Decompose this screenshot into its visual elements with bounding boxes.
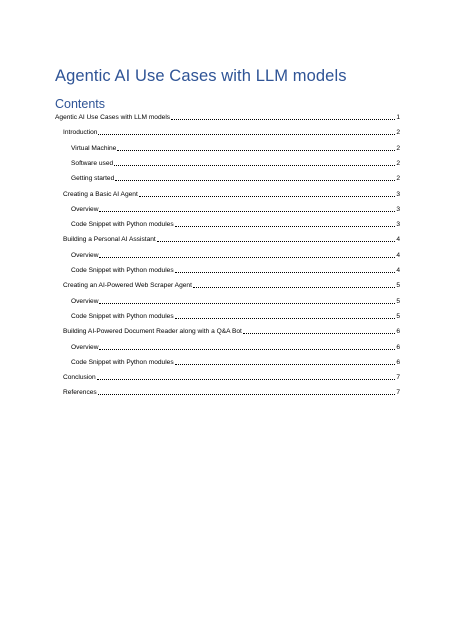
toc-entry-label: Overview <box>71 343 99 351</box>
toc-dot-leader <box>175 311 396 319</box>
toc-entry-label: Agentic AI Use Cases with LLM models <box>55 114 171 121</box>
toc-entry-page-number: 4 <box>396 267 400 274</box>
toc-entry-label: Overview <box>71 205 99 213</box>
toc-entry[interactable] <box>63 387 400 399</box>
toc-dot-leader <box>175 219 396 227</box>
toc-entry-label: Creating an AI-Powered Web Scraper Agent <box>63 282 192 290</box>
toc-entry[interactable] <box>71 342 400 354</box>
toc-entry-page-number: 6 <box>396 358 400 366</box>
toc-entry[interactable] <box>71 296 400 308</box>
toc-dot-leader <box>175 357 396 365</box>
toc-entry-page-number: 2 <box>396 175 400 183</box>
toc-entry-page-number: 5 <box>396 297 400 305</box>
toc-dot-leader <box>99 342 395 350</box>
toc-entry-page-number: 6 <box>396 328 400 336</box>
toc-entry[interactable] <box>71 173 400 185</box>
toc-dot-leader <box>114 158 395 166</box>
toc-entry[interactable] <box>71 311 400 323</box>
toc-dot-leader <box>99 296 395 304</box>
toc-entry-page-number: 5 <box>396 312 400 320</box>
toc-entry-label: Code Snippet with Python modules <box>71 221 174 229</box>
toc-dot-leader <box>243 326 395 334</box>
toc-entry-label: Introduction <box>63 129 98 137</box>
toc-heading: Contents <box>55 97 106 111</box>
toc-entry-page-number: 2 <box>396 129 400 137</box>
toc-entry[interactable] <box>71 250 400 262</box>
toc-entry-page-number: 7 <box>396 389 400 397</box>
toc-entry[interactable] <box>71 204 400 216</box>
toc-entry[interactable] <box>71 219 400 231</box>
toc-entry-label: Virtual Machine <box>71 144 117 152</box>
toc-entry-page-number: 3 <box>396 205 400 213</box>
toc-entry[interactable] <box>63 234 400 246</box>
toc-dot-leader <box>99 250 395 258</box>
toc-dot-leader <box>157 234 396 242</box>
toc-dot-leader <box>175 265 396 273</box>
toc-entry-label: Code Snippet with Python modules <box>71 267 174 274</box>
toc-entry[interactable] <box>63 280 400 292</box>
toc-entry[interactable] <box>63 127 400 139</box>
toc-dot-leader <box>97 372 396 380</box>
toc-entry-label: Creating a Basic AI Agent <box>63 190 138 198</box>
toc-entry-page-number: 1 <box>396 114 400 121</box>
toc-dot-leader <box>98 387 396 395</box>
toc-dot-leader <box>139 189 396 197</box>
toc-entry-label: Conclusion <box>63 374 96 382</box>
toc-entry-page-number: 7 <box>396 374 400 382</box>
toc-entry-label: Building AI-Powered Document Reader along with a Q&A Bot <box>63 328 242 336</box>
toc-entry[interactable] <box>63 189 400 201</box>
toc-entry-page-number: 3 <box>396 190 400 198</box>
toc-entry[interactable] <box>71 357 400 369</box>
toc-dot-leader <box>98 127 395 135</box>
toc-entry-page-number: 4 <box>396 251 400 259</box>
toc-entry-page-number: 6 <box>396 343 400 351</box>
toc-entry-label: Getting started <box>71 175 115 183</box>
toc-entry-label: Code Snippet with Python modules <box>71 358 174 366</box>
toc-entry-page-number: 2 <box>396 144 400 152</box>
toc-dot-leader <box>171 112 395 120</box>
toc-entry[interactable] <box>63 326 400 338</box>
toc-entry[interactable] <box>55 112 400 124</box>
toc-entry-page-number: 5 <box>396 282 400 290</box>
document-title: Agentic AI Use Cases with LLM models <box>55 67 347 85</box>
toc-dot-leader <box>99 204 395 212</box>
toc-entry-label: Code Snippet with Python modules <box>71 312 174 320</box>
toc-dot-leader <box>193 280 395 288</box>
toc-entry[interactable] <box>71 158 400 170</box>
toc-entry-label: Overview <box>71 297 99 305</box>
toc-entry-label: Overview <box>71 251 99 259</box>
toc-entry[interactable] <box>71 143 400 155</box>
toc-entry-page-number: 2 <box>396 159 400 167</box>
toc-entry[interactable] <box>71 265 400 277</box>
toc-entry-page-number: 3 <box>396 221 400 229</box>
toc-entry-page-number: 4 <box>396 236 400 244</box>
toc-entry-label: Software used <box>71 159 114 167</box>
toc-entry-label: References <box>63 389 97 397</box>
toc-dot-leader <box>115 173 395 181</box>
toc-entry-label: Building a Personal AI Assistant <box>63 236 156 244</box>
toc-dot-leader <box>117 143 395 151</box>
toc-entry[interactable] <box>63 372 400 384</box>
